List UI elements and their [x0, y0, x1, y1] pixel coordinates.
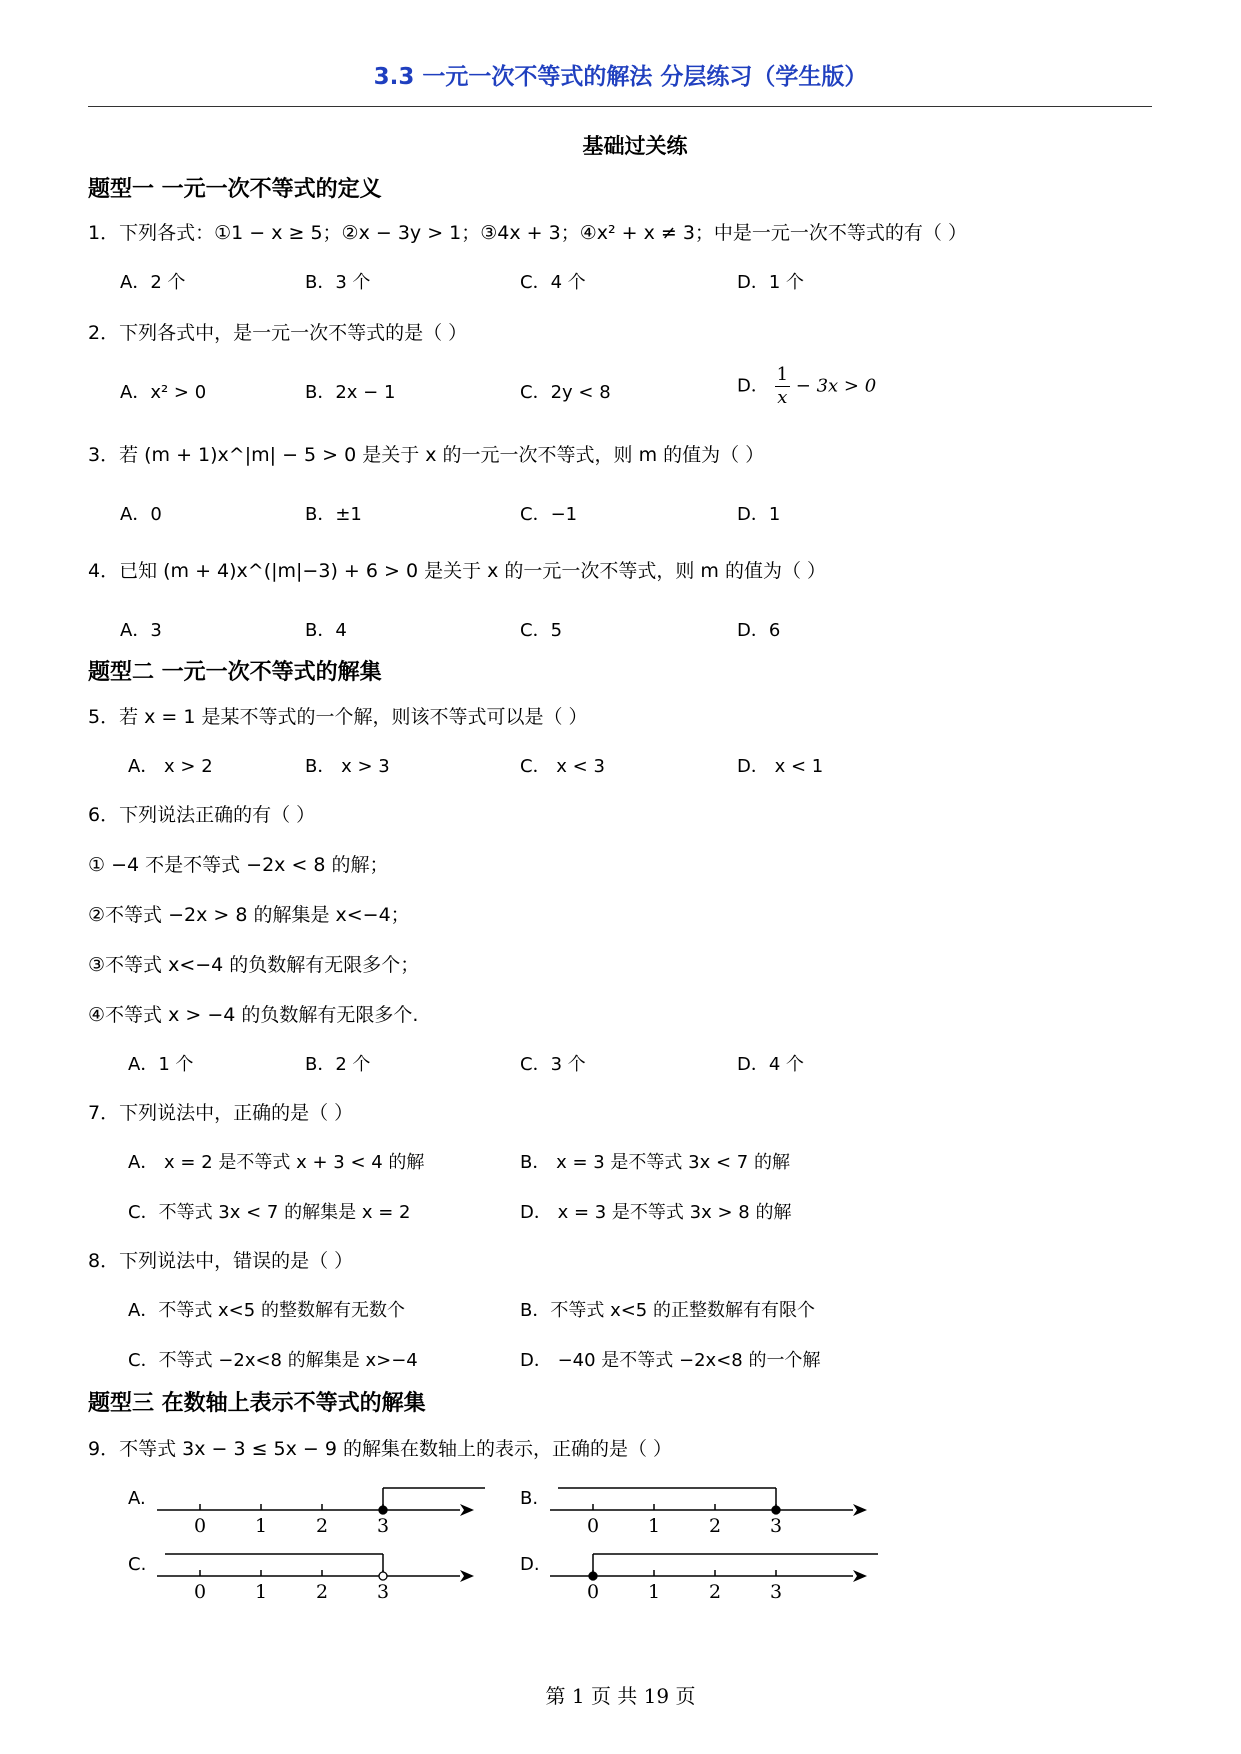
option-b: B．3 个 [305, 272, 371, 293]
tick-label: 1 [647, 1515, 661, 1537]
question-stem: 8．下列说法中，错误的是（ ） [88, 1250, 354, 1272]
option-d [737, 366, 876, 407]
endpoint-dot [379, 1506, 387, 1514]
fraction-denominator: x [777, 387, 788, 408]
question-stem: 7．下列说法中，正确的是（ ） [88, 1102, 354, 1124]
option-d: D. [520, 1554, 540, 1575]
option-d: D．4 个 [737, 1054, 805, 1075]
option-c: C．不等式 3x < 7 的解集是 x = 2 [128, 1202, 411, 1223]
section-title: 题型三 在数轴上表示不等式的解集 [88, 1391, 426, 1416]
tick-label: 3 [769, 1581, 783, 1603]
axis-arrow [853, 1504, 867, 1516]
option-a: A．1 个 [128, 1054, 194, 1075]
number-line-a [155, 1470, 495, 1540]
question-stem: 5．若 x = 1 是某不等式的一个解，则该不等式可以是（ ） [88, 706, 588, 728]
statement-item: ③不等式 x<−4 的负数解有无限多个； [88, 954, 420, 976]
question-stem: 3．若 (m + 1)x^|m| − 5 > 0 是关于 x 的一元一次不等式，则 m 的值为（ ） [88, 444, 765, 466]
option-d: D． −40 是不等式 −2x<8 的一个解 [520, 1350, 821, 1371]
option-b: B．2 个 [305, 1054, 371, 1075]
option-b: B. [520, 1488, 539, 1509]
question-stem: 6．下列说法正确的有（ ） [88, 804, 316, 826]
option-c: C．−1 [520, 504, 578, 525]
endpoint-dot [589, 1572, 597, 1580]
question-stem: 2．下列各式中，是一元一次不等式的是（ ） [88, 322, 468, 344]
option-c: C． x < 3 [520, 756, 605, 777]
option-a: A．x² > 0 [120, 382, 207, 403]
option-a: A．0 [120, 504, 162, 525]
fraction-numerator: 1 [776, 364, 789, 385]
option-b: B． x > 3 [305, 756, 390, 777]
tick-label: 0 [586, 1581, 600, 1603]
question-stem: 1．下列各式：①1 − x ≥ 5；②x − 3y > 1；③4x + 3；④x² + x ≠ 3；中是一元一次不等式的有（ ） [88, 222, 967, 244]
page-title: 3.3 一元一次不等式的解法 分层练习（学生版） [373, 64, 868, 90]
axis-arrow [460, 1570, 474, 1582]
option-a: A. [128, 1488, 146, 1509]
tick-label: 2 [315, 1515, 329, 1537]
tick-label: 3 [376, 1581, 390, 1603]
option-c: C．4 个 [520, 272, 586, 293]
option-c: C．2y < 8 [520, 382, 611, 403]
tick-label: 2 [708, 1515, 722, 1537]
tick-label: 3 [376, 1515, 390, 1537]
tick-label: 1 [254, 1581, 268, 1603]
statement-item: ②不等式 −2x > 8 的解集是 x<−4； [88, 904, 410, 926]
option-a: A．不等式 x<5 的整数解有无数个 [128, 1300, 405, 1321]
option-b: B．4 [305, 620, 347, 641]
section-subtitle: 基础过关练 [582, 134, 688, 158]
tick-label: 1 [647, 1581, 661, 1603]
option-c: C．不等式 −2x<8 的解集是 x>−4 [128, 1350, 418, 1371]
tick-label: 2 [315, 1581, 329, 1603]
tick-label: 0 [586, 1515, 600, 1537]
tick-label: 1 [254, 1515, 268, 1537]
option-a: A． x = 2 是不等式 x + 3 < 4 的解 [128, 1152, 425, 1173]
option-b: B．2x − 1 [305, 382, 396, 403]
axis-arrow [460, 1504, 474, 1516]
option-b: B．不等式 x<5 的正整数解有有限个 [520, 1300, 815, 1321]
option-a: A．3 [120, 620, 162, 641]
header-rule [88, 106, 1152, 107]
option-c: C．3 个 [520, 1054, 586, 1075]
tick-label: 0 [193, 1515, 207, 1537]
option-d: D．1 个 [737, 272, 805, 293]
fraction [775, 366, 790, 407]
tick-label: 0 [193, 1581, 207, 1603]
option-d: D． x < 1 [737, 756, 824, 777]
number-line-b [548, 1470, 888, 1540]
option-b: B． x = 3 是不等式 3x < 7 的解 [520, 1152, 790, 1173]
tick-label: 2 [708, 1581, 722, 1603]
option-d: D．6 [737, 620, 781, 641]
option-d: D． x = 3 是不等式 3x > 8 的解 [520, 1202, 792, 1223]
page-footer: 第 1 页 共 19 页 [545, 1684, 696, 1708]
statement-item: ① −4 不是不等式 −2x < 8 的解； [88, 854, 389, 876]
option-a: A． x > 2 [128, 756, 213, 777]
section-title: 题型一 一元一次不等式的定义 [88, 177, 382, 202]
question-stem: 4．已知 (m + 4)x^(|m|−3) + 6 > 0 是关于 x 的一元一次不等式，则 m 的值为（ ） [88, 560, 827, 582]
section-title: 题型二 一元一次不等式的解集 [88, 660, 382, 685]
endpoint-dot [379, 1572, 387, 1580]
option-d: D．1 [737, 504, 781, 525]
option-d-tail: − 3x > 0 [795, 375, 877, 397]
number-line-c [155, 1536, 495, 1606]
option-c: C. [128, 1554, 147, 1575]
tick-label: 3 [769, 1515, 783, 1537]
option-b: B．±1 [305, 504, 362, 525]
option-a: A．2 个 [120, 272, 186, 293]
statement-item: ④不等式 x > −4 的负数解有无限多个. [88, 1004, 419, 1026]
number-line-d [548, 1536, 888, 1606]
option-c: C．5 [520, 620, 563, 641]
endpoint-dot [772, 1506, 780, 1514]
option-d-label: D． [737, 375, 769, 397]
question-stem: 9．不等式 3x − 3 ≤ 5x − 9 的解集在数轴上的表示，正确的是（ ） [88, 1438, 673, 1460]
axis-arrow [853, 1570, 867, 1582]
